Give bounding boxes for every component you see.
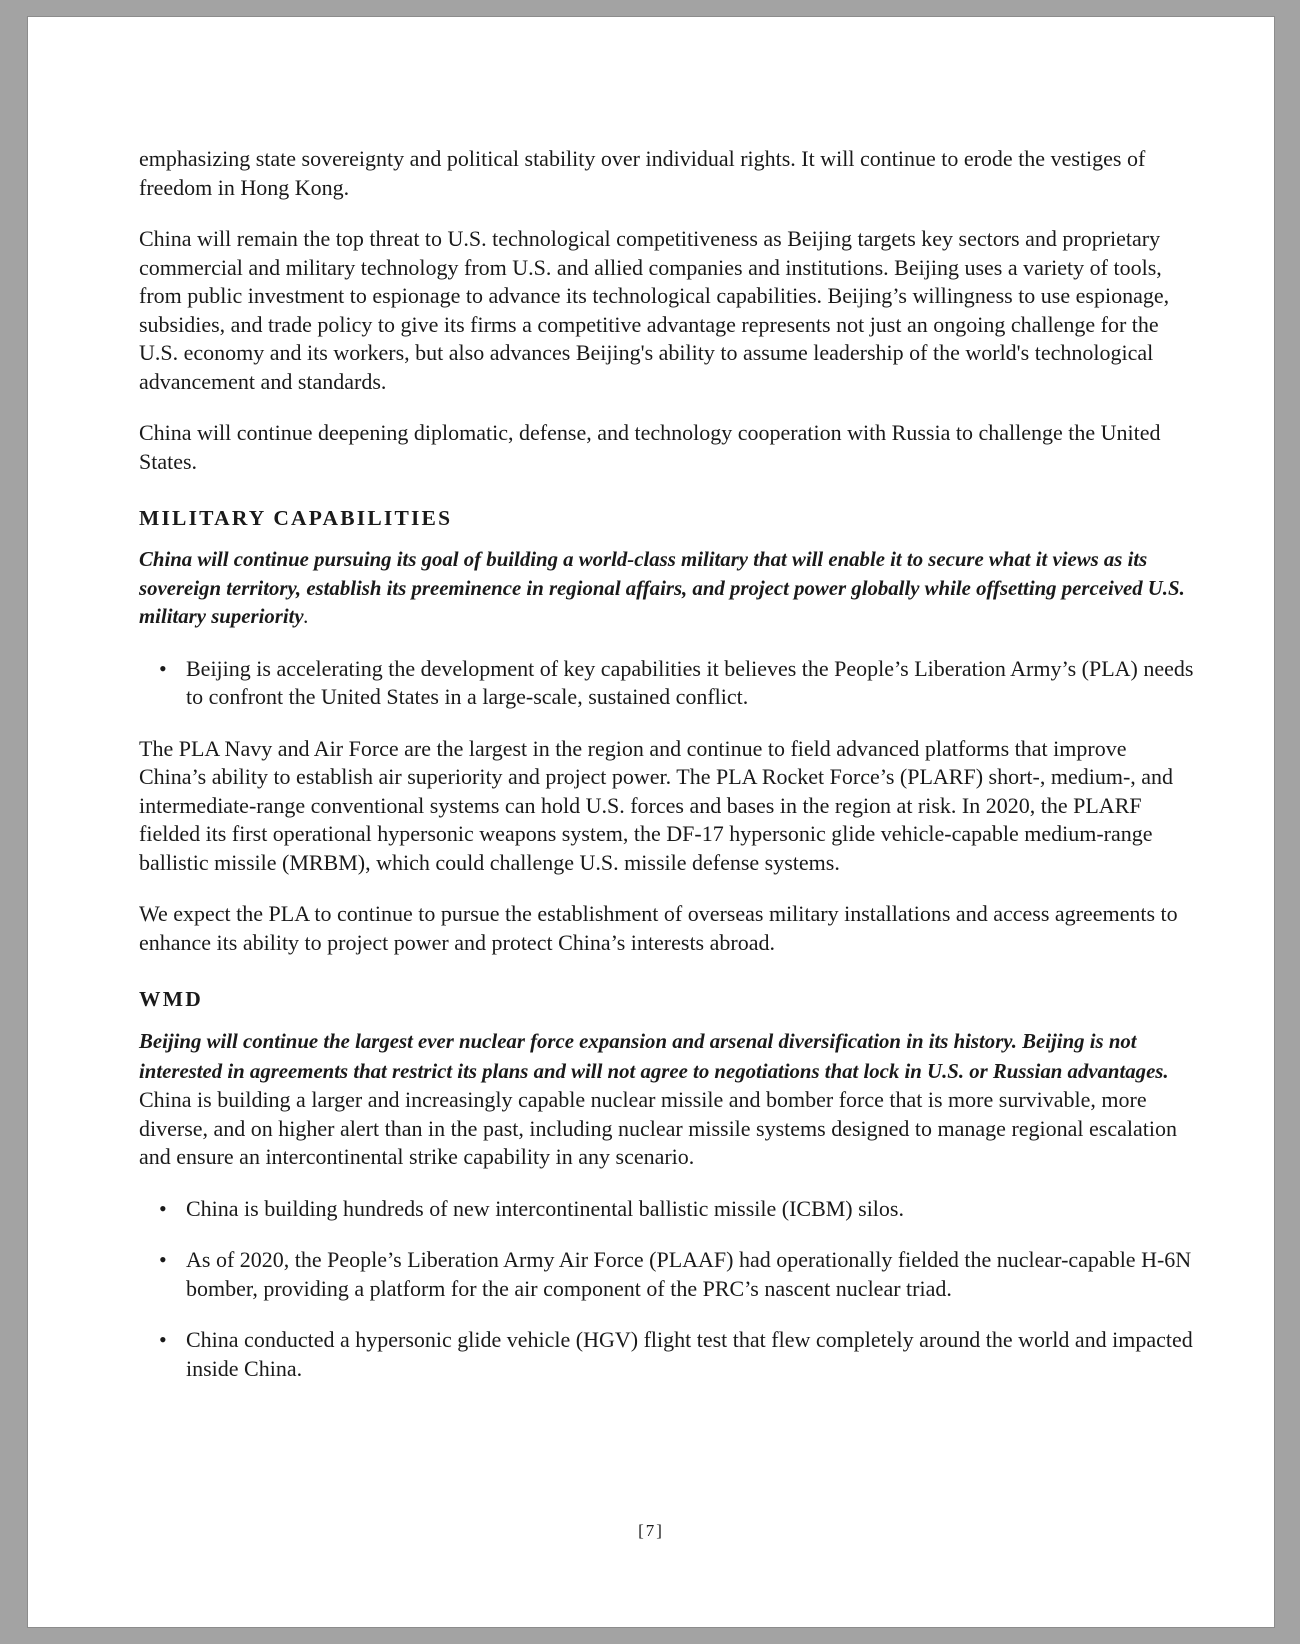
list-item-text: As of 2020, the People’s Liberation Army Air Force (PLAAF) had operationally fielded the nuclear-capable H-6N bomber, providing a platform for the air component of the PRC’s nascent nuclear triad. — [186, 1247, 1192, 1301]
page-content — [139, 145, 1199, 1406]
military-lead-period: . — [303, 605, 309, 628]
list-item — [139, 1246, 1199, 1303]
page-number: [7] — [638, 1521, 664, 1540]
wmd-lead-paragraph — [139, 1027, 1199, 1172]
paragraph-pla-navy-air-force: The PLA Navy and Air Force are the largest in the region and continue to field advanced platforms that improve China’s ability to establish air superiority and project power. The PLA Rocket Force’s (PLARF) short-, medium-, and intermediate-range conventional systems can hold U.S. forces and bases in the region at risk. In 2020, the PLARF fielded its first operational hypersonic weapons system, the DF-17 hypersonic glide vehicle-capable medium-range ballistic missile (MRBM), which could challenge U.S. missile defense systems. — [139, 735, 1174, 875]
paragraph-tech-competitiveness: China will remain the top threat to U.S. technological competitiveness as Beijing targets key sectors and proprietary commercial and military technology from U.S. and allied companies and institutions. Beijing uses a variety of tools, from public investment to espionage to advance its technological capabilities. Beijing’s willingness to use espionage, subsidies, and trade policy to give its firms a competitive advantage represents not just an ongoing challenge for the U.S. economy and its workers, but also advances Beijing's ability to assume leadership of the world's technological advancement and standards. — [139, 226, 1170, 394]
document-page — [27, 16, 1275, 1628]
military-lead-text: China will continue pursuing its goal of building a world-class military that will enable it to secure what it views as its sovereign territory, establish its preeminence in regional affairs, and project power globally while offsetting perceived U.S. military superiority — [139, 548, 1185, 628]
military-lead-paragraph — [139, 546, 1199, 632]
bullet-glyph: • — [159, 655, 167, 681]
wmd-bullet-list — [139, 1195, 1199, 1384]
list-item-text: China conducted a hypersonic glide vehicle (HGV) flight test that flew completely around the world and impacted inside China. — [186, 1327, 1193, 1381]
wmd-body-text: China is building a larger and increasingly capable nuclear missile and bomber force that is more survivable, more diverse, and on higher alert than in the past, including nuclear missile systems designed to manage regional escalation and ensure an intercontinental strike capability in any scenario. — [139, 1087, 1177, 1169]
section-heading-military: MILITARY CAPABILITIES — [139, 506, 453, 530]
bullet-glyph: • — [159, 1195, 167, 1221]
bullet-glyph: • — [159, 1327, 167, 1352]
list-item-text: China is building hundreds of new intercontinental ballistic missile (ICBM) silos. — [186, 1195, 904, 1221]
paragraph-hong-kong: emphasizing state sovereignty and political stability over individual rights. It will continue to erode the vestiges of freedom in Hong Kong. — [139, 146, 1146, 200]
list-item-text: Beijing is accelerating the development of key capabilities it believes the People’s Liberation Army’s (PLA) needs to confront the United States in a large-scale, sustained conflict. — [186, 655, 1194, 709]
wmd-lead-text: Beijing will continue the largest ever nuclear force expansion and arsenal diversification in its history. Beijing is not interested in agreements that restrict its plans and will not agree to negotiations that lock in U.S. or Russian advantages. — [139, 1030, 1169, 1083]
paragraph-russia-cooperation: China will continue deepening diplomatic, defense, and technology cooperation with Russia to challenge the United States. — [139, 420, 1161, 474]
list-item — [139, 1195, 1199, 1224]
paragraph-overseas-installations: We expect the PLA to continue to pursue the establishment of overseas military installations and access agreements to enhance its ability to project power and protect China’s interests abroad. — [139, 901, 1178, 955]
military-bullet-list — [139, 655, 1199, 712]
section-heading-wmd: WMD — [139, 987, 203, 1011]
list-item — [139, 655, 1199, 712]
list-item — [139, 1326, 1199, 1383]
bullet-glyph: • — [159, 1247, 167, 1272]
